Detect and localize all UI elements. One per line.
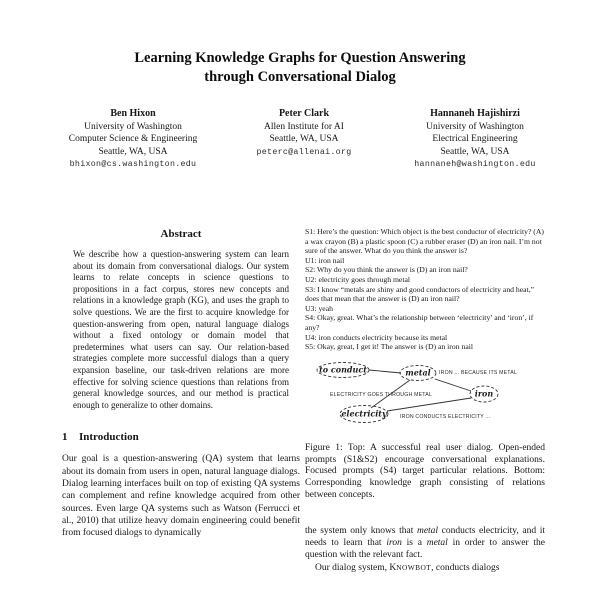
right-column	[305, 227, 545, 574]
kg-node-label-to-conduct: to conduct	[319, 364, 367, 375]
author-affiliation: Seattle, WA, USA	[440, 146, 510, 157]
author-block	[58, 108, 550, 172]
author-affiliation: Allen Institute for AI	[264, 121, 344, 132]
dialog-turn-s1: S1: Here’s the question: Which object is the best conductor of electricity? (A) a wax crayon (B) a plastic spoon (C) a rubber eraser (D) an iron nail. I’m not sure of the answer. What do you think the answer is?	[305, 227, 544, 256]
paper-title	[0, 49, 600, 87]
introduction-paragraph: Our goal is a question-answering (QA) system that learns about its domain from users in open, natural language dialogs. Dialog learning interfaces built on top of existing QA systems can complement and refine knowledge acquired from other sources. Even large QA systems such as Watson (Ferrucci et al., 2010) that utilize heavy domain engineering could benefit from focused dialogs to dynamically	[62, 454, 300, 539]
knowledge-graph-figure	[305, 358, 545, 430]
dialog-turn-s5: S5: Okay, great, I get it! The answer is (D) an iron nail	[305, 342, 474, 352]
author-affiliation: Seattle, WA, USA	[98, 146, 168, 157]
section-number: 1	[62, 431, 68, 444]
author-email: peterc@allenai.org	[256, 147, 352, 157]
author-1	[58, 108, 208, 172]
author-2	[229, 108, 379, 172]
dialog-turn-u3: U3: yeah	[305, 303, 333, 313]
figure-caption: Figure 1: Top: A successful real user dialog. Open-ended prompts (S1&S2) encourage conversational explanations. Focused prompts (S4) target particular relations. Bottom: Corresponding knowledge graph consisting of relations between concepts.	[305, 442, 545, 500]
body-text-segment: the system only knows that	[305, 525, 417, 536]
author-name: Ben Hixon	[110, 108, 156, 119]
body-text-segment: NOWBOT	[396, 562, 432, 572]
author-affiliation: University of Washington	[426, 121, 524, 132]
kg-edge-label-electricity-metal: ELECTRICITY GOES THROUGH METAL	[330, 391, 432, 398]
kg-edge-label-electricity-iron: IRON CONDUCTS ELECTRICITY ...	[400, 413, 491, 420]
author-email: hannaneh@washington.edu	[414, 160, 536, 170]
body-text-segment: Our dialog system, K	[315, 562, 397, 573]
left-column	[62, 228, 300, 539]
author-name: Hannaneh Hajishirzi	[430, 108, 520, 119]
kg-node-label-electricity: electricity	[341, 408, 387, 419]
author-affiliation: University of Washington	[84, 121, 182, 132]
kg-node-label-iron: iron	[474, 388, 494, 399]
abstract-heading: Abstract	[160, 228, 202, 240]
body-text	[305, 525, 545, 574]
dialog-turn-u2: U2: electricity goes through metal	[305, 274, 411, 284]
dialog-transcript	[305, 227, 545, 352]
paper-title-line2: through Conversational Dialog	[204, 69, 396, 85]
dialog-turn-u4: U4: iron conducts electricity because its metal	[305, 332, 448, 342]
abstract-text: We describe how a question-answering system can learn about its domain from conversational dialogs. Our system learns to relate concepts in science questions to propositions in a fact corpus, stores new concepts and relations in a knowledge graph (KG), and uses the graph to solve questions. We are the first to acquire knowledge for question-answering from open, natural language dialogs without a fixed ontology or domain model that predetermines what users can say. Our relation-based strategies complete more successful dialogs than a query expansion baseline, our task-driven relations are more effective for solving science questions than relations from general knowledge sources, and our method is practical enough to generalize to other domains.	[73, 249, 289, 410]
author-name: Peter Clark	[278, 108, 330, 119]
body-text-segment: metal	[416, 525, 439, 536]
section-title: Introduction	[79, 431, 139, 444]
body-text-segment: iron	[386, 538, 402, 548]
author-affiliation: Electrical Engineering	[432, 134, 518, 145]
section-heading-introduction	[62, 431, 300, 443]
body-paragraph	[305, 562, 545, 574]
kg-node-label-metal: metal	[405, 367, 431, 378]
kg-edge-toconduct-metal	[369, 370, 401, 373]
kg-edge-electricity-iron	[387, 398, 471, 411]
dialog-turn-s3: S3: I know “metals are shiny and good conductors of electricity and heat,” does that mean that the answer is (D) an iron nail?	[305, 284, 535, 304]
body-text-segment: in order to answer the question with the relevant fact.	[305, 538, 545, 561]
paper-title-line1: Learning Knowledge Graphs for Question Answering	[134, 50, 466, 66]
body-text-segment: , conducts dialogs	[431, 562, 500, 573]
author-affiliation: Computer Science & Engineering	[68, 134, 198, 145]
body-paragraph	[305, 525, 545, 562]
dialog-turn-s2: S2: Why do you think the answer is (D) an iron nail?	[305, 265, 468, 275]
dialog-turn-u1: U1: iron nail	[305, 255, 345, 265]
author-affiliation: Seattle, WA, USA	[269, 134, 339, 145]
kg-edge-label-metal-iron: IRON ... BECAUSE ITS METAL	[439, 369, 518, 376]
dialog-turn-s4: S4: Okay, great. What’s the relationship between ‘electricity’ and ‘iron’, if any?	[305, 313, 534, 332]
body-text-segment: is a	[401, 538, 427, 548]
body-text-segment: conducts electricity, and it needs to learn that	[305, 525, 545, 548]
kg-edge-metal-iron	[435, 379, 471, 391]
author-email: bhixon@cs.washington.edu	[69, 160, 197, 170]
author-3	[400, 108, 550, 172]
body-text-segment: metal	[426, 538, 448, 548]
